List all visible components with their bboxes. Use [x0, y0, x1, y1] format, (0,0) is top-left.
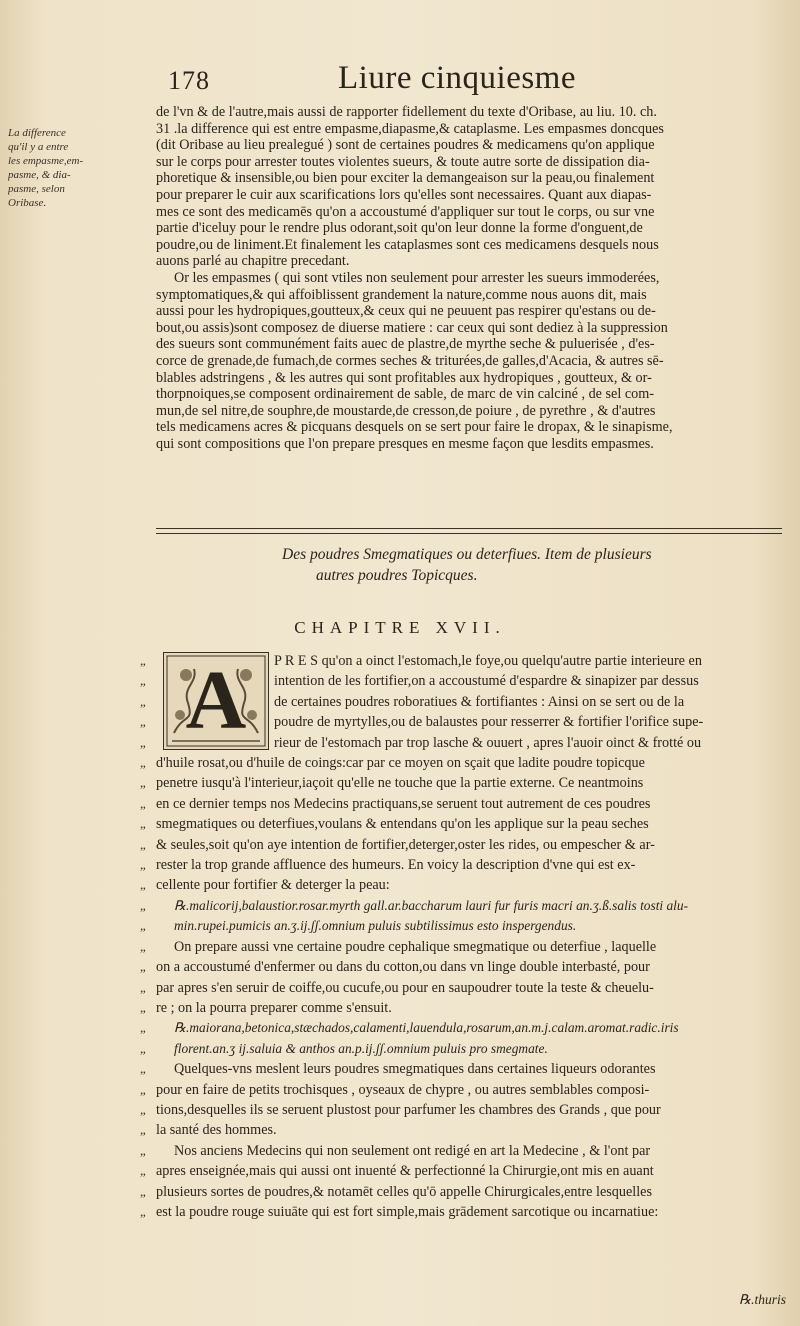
recipe-line: ℞.malicorij,balaustior.rosar.myrth gall.ar.baccharum lauri fur furis macri an.ʒ.ß.salis tosti alu-: [174, 897, 689, 913]
chapter-text-line: intention de les fortifier,on a accoustumé d'espardre & sinapizer par dessus: [274, 673, 699, 690]
page-number: 178: [168, 66, 210, 95]
recipe-line: ℞.maiorana,betonica,stæchados,calamenti,lauendula,rosarum,an.m.j.calam.aromat.radic.iris: [174, 1020, 679, 1036]
quotation-mark: „: [140, 1020, 146, 1036]
quotation-mark: „: [140, 673, 146, 689]
quotation-mark: „: [140, 897, 146, 913]
text-line: phoretique & insensible,ou bien pour exciter la demangeaison sur la peau,ou finalement: [156, 170, 655, 187]
section-divider-rule: [156, 528, 782, 529]
quotation-mark: „: [140, 836, 146, 852]
quotation-mark: „: [140, 959, 146, 975]
text-line: bout,ou assis)sont composez de diuerse matiere : car ceux qui sont dediez à la suppression: [156, 319, 668, 336]
running-title: Liure cinquiesme: [338, 60, 577, 96]
chapter-text-line: par apres s'en seruir de coiffe,ou cucufe,ou pour en saupoudrer toute la teste & cheuelu-: [156, 979, 654, 996]
section-title: [282, 544, 682, 586]
chapter-heading: CHAPITRE XVII.: [294, 618, 506, 637]
text-line: 31 .la difference qui est entre empasme,diapasme,& cataplasme. Les empasmes doncques: [156, 120, 664, 137]
quotation-mark: „: [140, 775, 146, 791]
text-line: aussi pour les hydropiques,goutteux,& ceux qui ne peuuent pas respirer qu'estans ou de-: [156, 303, 656, 320]
catchword: ℞.thuris: [739, 1292, 786, 1307]
margin-note-line: Oribase.: [8, 197, 47, 209]
chapter-text-line: est la poudre rouge suiuāte qui est fort simple,mais grādement sarcotique ou incarnatiue:: [156, 1203, 659, 1220]
quotation-mark: „: [140, 795, 146, 811]
text-line: sur le corps pour arrester toutes violentes sueurs, & toute autre sorte de dissipation dia-: [156, 153, 650, 170]
text-line: symptomatiques,& qui affoiblissent grandement la nature,comme nous auons dit, mais: [156, 286, 647, 303]
chapter-body: [156, 651, 784, 1222]
quotation-mark: „: [140, 857, 146, 873]
text-line: auons parlé au chapitre precedant.: [156, 253, 350, 270]
chapter-text-line: & seules,soit qu'on aye intention de fortifier,deterger,oster les rides, ou empescher & ar-: [156, 836, 655, 853]
chapter-text-line: on a accoustumé d'enfermer ou dans du cotton,ou dans vn linge double interbasté, pour: [156, 959, 650, 976]
recipe-line: min.rupei.pumicis an.ʒ.ij.ʃʃ.omnium puluis subtilissimus esto inspergendus.: [174, 918, 577, 934]
margin-note-line: les empasme,em-: [8, 155, 84, 167]
chapter-text-line: rester la trop grande affluence des humeurs. En voicy la description d'vne qui est ex-: [156, 857, 636, 874]
chapter-text-line: Quelques-vns meslent leurs poudres smegmatiques dans certaines liqueurs odorantes: [174, 1061, 656, 1078]
text-line: pour preparer le cuir aux scarifications lors qu'elles sont necessaires. Quant aux diapas-: [156, 186, 652, 203]
quotation-mark: „: [140, 1142, 146, 1158]
quotation-mark: „: [140, 653, 146, 668]
text-line: thorpnoiques,se composent ordinairement de sable, de marc de vin calciné , de sel com-: [156, 386, 654, 403]
text-line: mes ce sont des medicamēs qu'on a accoustumé d'appliquer sur tout le corps, ou sur vne: [156, 203, 655, 220]
chapter-text-line: rieur de l'estomach par trop lasche & ouuert , apres l'auoir oinct & frotté ou: [274, 734, 702, 751]
quotation-mark: „: [140, 1040, 146, 1056]
quotation-margin: [140, 651, 154, 1222]
text-line: poudre,ou de liniment.Et finalement les cataplasmes sont ces medicamens desquels nous: [156, 236, 659, 253]
chapter-text-line: Nos anciens Medecins qui non seulement ont redigé en art la Medecine , & l'ont par: [174, 1142, 651, 1159]
chapter-text-line: smegmatiques ou deterfiues,voulans & entendans qu'on les applique sur la peau seches: [156, 816, 649, 833]
quotation-mark: „: [140, 693, 146, 709]
initial-letter: A: [185, 654, 247, 747]
quotation-mark: „: [140, 1183, 146, 1199]
quotation-mark: „: [140, 979, 146, 995]
text-line: Or les empasmes ( qui sont vtiles non seulement pour arrester les sueurs immoderées,: [174, 270, 660, 286]
text-line: de l'vn & de l'autre,mais aussi de rapporter fidellement du texte d'Oribase, au liu. 10. ch.: [156, 104, 657, 120]
quotation-mark: „: [140, 1163, 146, 1179]
quotation-mark: „: [140, 755, 146, 771]
text-line: (dit Oribase au lieu prealegué ) sont de certaines poudres & medicamens qu'on applique: [156, 137, 655, 154]
chapter-text-line: P R E S qu'on a oinct l'estomach,le foye,ou quelqu'autre partie interieure en: [274, 653, 702, 669]
quotation-mark: „: [140, 938, 146, 954]
chapter-text-line: cellente pour fortifier & deterger la peau:: [156, 877, 390, 894]
chapter-text-line: On prepare aussi vne certaine poudre cephalique smegmatique ou deterfiue , laquelle: [174, 938, 657, 955]
quotation-mark: „: [140, 816, 146, 832]
quotation-mark: „: [140, 1122, 146, 1138]
intro-paragraph-2: [156, 270, 784, 453]
quotation-mark: „: [140, 877, 146, 893]
chapter-text-line: pour en faire de petits trochisques , oyseaux de chypre , ou autres semblables composi-: [156, 1081, 650, 1098]
quotation-mark: „: [140, 1203, 146, 1219]
quotation-mark: „: [140, 1081, 146, 1097]
page-header: [168, 60, 788, 100]
margin-note-line: La difference: [8, 127, 66, 139]
chapter-text-line: tions,desquelles ils se seruent plustost pour parfumer les chambres des Grands , que pour: [156, 1101, 661, 1118]
text-line: partie d'iceluy pour le rendre plus odorant,soit qu'on leur donne la forme d'onguent,de: [156, 220, 643, 237]
section-divider-rule-thin: [156, 533, 782, 534]
quotation-mark: „: [140, 734, 146, 750]
quotation-mark: „: [140, 918, 146, 934]
chapter-text-line: apres enseignée,mais qui aussi ont inuenté & perfectionné la Chirurgie,ont mis en auant: [156, 1163, 654, 1180]
quotation-mark: „: [140, 714, 146, 730]
text-line: qui sont compositions que l'on prepare presques en mesme façon que lesdits empasmes.: [156, 435, 654, 452]
chapter-text-line: penetre iusqu'à l'interieur,iaçoit qu'elle ne touche que la partie externe. Ce neantmoins: [156, 775, 644, 792]
text-line: des sueurs sont communément faits auec de plastre,de myrthe seche & puluerisée , d'es-: [156, 336, 655, 353]
margin-note-line: pasme, & dia-: [8, 169, 71, 181]
intro-paragraph-1: [156, 104, 784, 270]
quotation-mark: „: [140, 999, 146, 1015]
margin-note: [8, 126, 108, 210]
recipe-line: florent.an.ʒ ij.saluia & anthos an.p.ij.ʃʃ.omnium puluis pro smegmate.: [174, 1040, 548, 1056]
text-line: tels medicamens acres & picquans desquels on se sert pour faire le dropax, & le sinapisme,: [156, 419, 673, 436]
chapter-text-line: la santé des hommes.: [156, 1122, 277, 1139]
text-line: corce de grenade,de fumach,de cormes seches & triturées,de galles,d'Acacia, & autres sē-: [156, 352, 664, 369]
chapter-text-line: plusieurs sortes de poudres,& notamēt celles qu'ō appelle Chirurgicales,entre lesquelles: [156, 1183, 652, 1200]
text-line: blables adstringens , & les autres qui sont profitables aux hydropiques , goutteux, & or-: [156, 369, 652, 386]
chapter-text-line: en ce dernier temps nos Medecins practiquans,se seruent tout autrement de ces poudres: [156, 795, 651, 812]
chapter-text-line: de certaines poudres roboratiues & fortifiantes : Ainsi on se sert ou de la: [274, 693, 685, 710]
text-line: mun,de sel nitre,de souphre,de moustarde,de cresson,de poiure , de pyrethre , & d'autres: [156, 402, 656, 419]
margin-note-line: pasme, selon: [8, 183, 65, 195]
section-title-line-1: Des poudres Smegmatiques ou deterfiues. Item de plusieurs: [282, 546, 652, 563]
quotation-mark: „: [140, 1101, 146, 1117]
quotation-mark: „: [140, 1061, 146, 1077]
margin-note-line: qu'il y a entre: [8, 141, 69, 153]
chapter-text-line: d'huile rosat,ou d'huile de coings:car par ce moyen on sçait que ladite poudre topicque: [156, 755, 645, 772]
chapter-text-line: poudre de myrtylles,ou de balaustes pour resserrer & fortifier l'orifice supe-: [274, 714, 704, 731]
chapter-text-line: re ; on la pourra preparer comme s'ensuit.: [156, 999, 392, 1016]
section-title-line-2: autres poudres Topicques.: [316, 567, 478, 584]
